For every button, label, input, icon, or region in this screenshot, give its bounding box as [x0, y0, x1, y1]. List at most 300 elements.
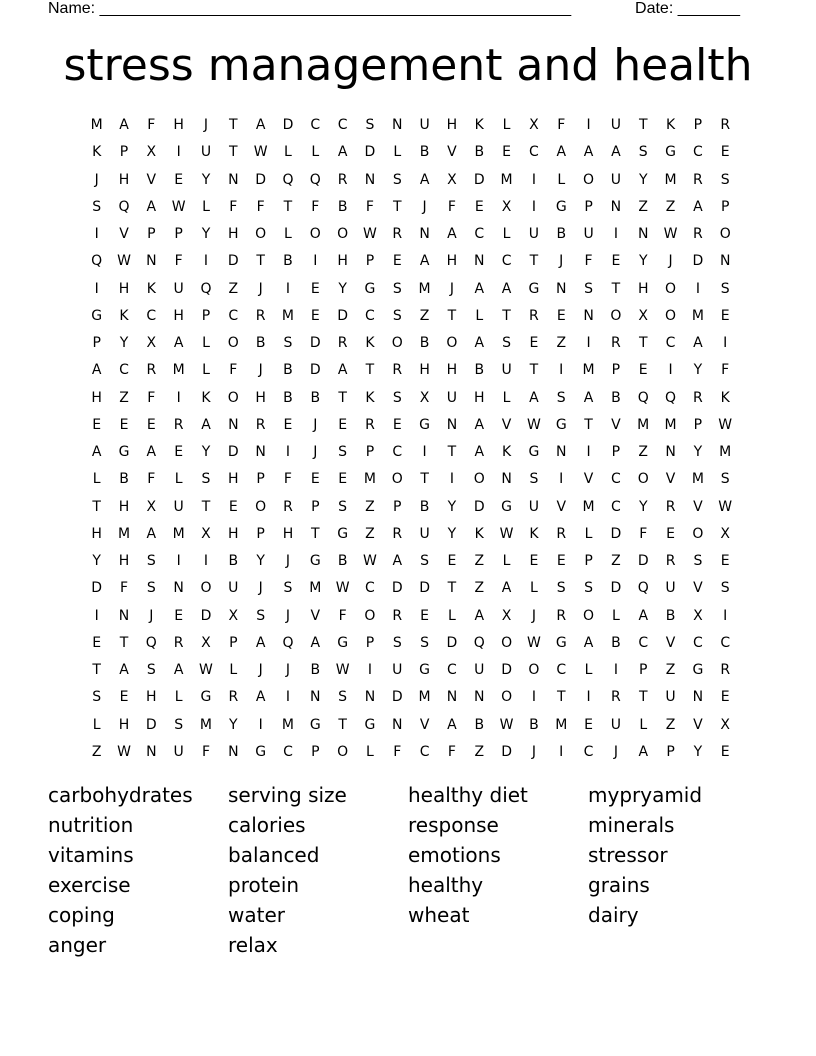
grid-letter: S: [392, 171, 402, 188]
grid-letter: S: [584, 580, 594, 597]
grid-letter: J: [531, 743, 536, 760]
grid-letter: N: [419, 226, 430, 242]
grid-letter: C: [611, 471, 621, 488]
grid-letter: H: [228, 226, 239, 242]
grid-letter: G: [91, 307, 103, 324]
grid-letter: E: [228, 498, 238, 515]
grid-letter: T: [584, 416, 593, 433]
grid-letter: K: [119, 307, 129, 324]
grid-letter: I: [559, 362, 564, 379]
grid-letter: E: [338, 471, 348, 488]
grid-letter: X: [638, 307, 649, 324]
grid-letter: Z: [556, 335, 567, 351]
grid-letter: H: [446, 253, 458, 270]
grid-letter: Y: [638, 253, 648, 270]
grid-letter: J: [313, 444, 318, 460]
grid-letter: P: [311, 498, 320, 515]
grid-letter: A: [119, 662, 129, 678]
grid-letter: U: [173, 498, 184, 515]
grid-letter: J: [285, 662, 291, 678]
grid-letter: Q: [473, 634, 485, 651]
word-column: [48, 780, 228, 960]
grid-letter: J: [313, 416, 318, 433]
grid-letter: H: [91, 389, 102, 406]
grid-letter: S: [720, 580, 730, 597]
grid-letter: V: [583, 471, 594, 488]
grid-letter: D: [255, 171, 267, 188]
grid-letter: O: [501, 634, 513, 651]
grid-letter: I: [559, 743, 564, 760]
grid-letter: N: [146, 743, 157, 760]
grid-letter: D: [419, 580, 430, 597]
grid-letter: R: [693, 226, 703, 242]
grid-letter: Z: [665, 662, 676, 678]
grid-letter: A: [255, 117, 266, 133]
grid-letter: H: [228, 525, 239, 542]
grid-letter: J: [668, 253, 673, 270]
grid-letter: E: [584, 716, 593, 733]
grid-row: [83, 548, 739, 575]
grid-letter: E: [174, 607, 184, 624]
grid-letter: W: [499, 525, 514, 542]
grid-letter: I: [586, 689, 591, 706]
grid-letter: Q: [637, 580, 649, 597]
grid-letter: Q: [145, 634, 157, 651]
grid-letter: T: [556, 689, 566, 706]
grid-letter: L: [393, 144, 402, 161]
grid-letter: J: [422, 198, 427, 215]
grid-row: [83, 167, 739, 194]
grid-letter: M: [500, 171, 513, 188]
grid-row: [83, 712, 739, 739]
grid-letter: S: [720, 171, 730, 188]
grid-letter: N: [446, 689, 458, 706]
grid-letter: P: [639, 662, 648, 678]
grid-row: [83, 139, 739, 166]
grid-letter: U: [228, 580, 239, 597]
grid-letter: G: [665, 144, 676, 161]
grid-letter: Y: [256, 553, 265, 569]
grid-letter: I: [94, 280, 99, 297]
grid-row: [83, 112, 739, 139]
grid-letter: A: [693, 198, 703, 215]
word-list-item: emotions: [408, 843, 501, 867]
grid-letter: P: [256, 471, 265, 488]
word-list-item: healthy diet: [408, 783, 528, 807]
grid-letter: N: [637, 226, 649, 242]
grid-letter: E: [556, 307, 566, 324]
grid-letter: G: [309, 716, 321, 733]
grid-letter: P: [666, 743, 675, 760]
grid-letter: A: [173, 662, 184, 678]
word-list-item: healthy: [408, 873, 484, 897]
word-list-item: serving size: [228, 783, 347, 807]
grid-row: [83, 194, 739, 221]
grid-letter: W: [335, 662, 350, 678]
grid-letter: M: [691, 307, 704, 324]
grid-letter: G: [419, 662, 431, 678]
grid-letter: F: [229, 198, 238, 215]
grid-letter: E: [529, 335, 539, 351]
grid-letter: O: [719, 226, 731, 242]
grid-letter: C: [419, 743, 430, 760]
grid-letter: L: [174, 471, 183, 488]
grid-letter: A: [556, 144, 567, 161]
grid-letter: B: [611, 634, 621, 651]
grid-letter: E: [720, 743, 730, 760]
grid-letter: Y: [338, 280, 347, 297]
grid-letter: M: [363, 471, 376, 488]
grid-row: [83, 739, 739, 766]
grid-letter: Q: [282, 634, 294, 651]
grid-letter: A: [501, 580, 512, 597]
grid-letter: F: [365, 198, 374, 215]
grid-letter: W: [526, 416, 541, 433]
word-list-item: coping: [48, 903, 115, 927]
grid-letter: Y: [92, 553, 101, 569]
grid-letter: F: [119, 580, 129, 597]
grid-letter: Z: [474, 743, 485, 760]
word-list-item: carbohydrates: [48, 783, 193, 807]
grid-letter: O: [391, 471, 403, 488]
grid-letter: B: [228, 553, 239, 569]
grid-letter: H: [173, 307, 184, 324]
grid-letter: R: [337, 335, 348, 351]
grid-letter: W: [117, 253, 131, 270]
grid-letter: J: [613, 743, 618, 760]
grid-letter: F: [447, 743, 456, 760]
grid-letter: S: [283, 335, 293, 351]
word-list-item: wheat: [408, 903, 470, 927]
grid-letter: A: [146, 198, 157, 215]
grid-letter: Z: [638, 198, 649, 215]
grid-letter: E: [502, 144, 512, 161]
grid-letter: Z: [638, 444, 649, 460]
grid-letter: J: [149, 607, 154, 624]
grid-letter: T: [447, 444, 457, 460]
grid-letter: O: [637, 471, 649, 488]
grid-letter: L: [557, 171, 566, 188]
grid-letter: F: [447, 198, 456, 215]
grid-letter: L: [502, 226, 511, 242]
grid-letter: Y: [693, 743, 703, 760]
grid-letter: T: [611, 280, 621, 297]
grid-letter: I: [367, 662, 373, 678]
grid-letter: V: [501, 416, 512, 433]
grid-letter: U: [474, 662, 485, 678]
grid-letter: A: [583, 144, 594, 161]
grid-letter: F: [147, 471, 156, 488]
grid-letter: V: [556, 498, 567, 515]
grid-letter: Y: [201, 226, 211, 242]
grid-letter: P: [365, 444, 375, 460]
grid-letter: T: [229, 144, 238, 161]
grid-letter: T: [502, 307, 511, 324]
grid-letter: K: [665, 117, 676, 133]
grid-letter: T: [201, 498, 211, 515]
word-column: [228, 780, 408, 960]
grid-letter: T: [365, 362, 375, 379]
grid-letter: Q: [200, 280, 212, 297]
grid-letter: F: [147, 389, 156, 406]
grid-letter: K: [201, 389, 211, 406]
word-list-item: relax: [228, 933, 278, 957]
grid-letter: A: [255, 634, 266, 651]
grid-letter: P: [611, 444, 621, 460]
grid-letter: G: [337, 525, 349, 542]
word-list-item: calories: [228, 813, 306, 837]
grid-letter: E: [474, 198, 484, 215]
grid-row: [83, 684, 739, 711]
grid-letter: V: [119, 226, 129, 242]
grid-letter: R: [693, 389, 703, 406]
grid-letter: Q: [309, 171, 321, 188]
grid-letter: S: [283, 580, 293, 597]
grid-letter: D: [473, 498, 485, 515]
grid-letter: D: [200, 607, 212, 624]
grid-letter: G: [364, 280, 376, 297]
grid-letter: S: [420, 553, 430, 569]
grid-letter: D: [692, 253, 704, 270]
grid-letter: C: [337, 117, 348, 133]
grid-letter: G: [419, 416, 431, 433]
grid-letter: P: [147, 226, 156, 242]
grid-letter: F: [639, 525, 648, 542]
grid-letter: L: [202, 198, 210, 215]
grid-letter: J: [559, 253, 564, 270]
grid-letter: P: [611, 362, 621, 379]
grid-letter: Z: [228, 280, 239, 297]
grid-letter: G: [555, 416, 567, 433]
grid-letter: X: [201, 525, 211, 542]
grid-letter: M: [309, 580, 322, 597]
grid-letter: W: [199, 662, 213, 678]
grid-letter: A: [474, 335, 485, 351]
grid-letter: A: [337, 144, 348, 161]
grid-letter: S: [556, 580, 566, 597]
grid-letter: V: [419, 716, 430, 733]
grid-letter: L: [584, 662, 593, 678]
grid-letter: Y: [447, 498, 457, 515]
grid-letter: U: [392, 662, 403, 678]
grid-letter: Z: [474, 580, 485, 597]
grid-letter: L: [530, 580, 538, 597]
grid-letter: X: [720, 716, 730, 733]
grid-letter: T: [447, 580, 457, 597]
grid-letter: R: [255, 307, 266, 324]
grid-letter: A: [173, 335, 184, 351]
grid-letter: I: [422, 444, 427, 460]
grid-letter: M: [691, 471, 704, 488]
grid-letter: O: [337, 226, 349, 242]
grid-letter: H: [118, 553, 130, 569]
grid-letter: W: [663, 226, 678, 242]
grid-letter: C: [583, 743, 594, 760]
grid-letter: T: [338, 716, 347, 733]
grid-letter: C: [447, 662, 457, 678]
grid-letter: D: [446, 634, 458, 651]
grid-letter: C: [556, 662, 567, 678]
grid-letter: M: [582, 362, 595, 379]
grid-letter: Y: [201, 444, 211, 460]
grid-letter: J: [531, 607, 536, 624]
grid-letter: A: [529, 389, 539, 406]
grid-letter: D: [391, 580, 403, 597]
grid-letter: I: [285, 444, 291, 460]
grid-letter: F: [584, 253, 593, 270]
grid-letter: E: [556, 553, 566, 569]
grid-letter: P: [693, 416, 703, 433]
grid-letter: D: [364, 144, 376, 161]
grid-letter: S: [392, 634, 402, 651]
grid-letter: U: [173, 743, 184, 760]
grid-letter: E: [174, 171, 184, 188]
grid-letter: U: [528, 226, 540, 242]
grid-letter: X: [146, 498, 157, 515]
grid-letter: L: [284, 144, 292, 161]
grid-letter: B: [529, 716, 539, 733]
grid-letter: P: [201, 307, 211, 324]
grid-letter: L: [174, 689, 183, 706]
grid-letter: L: [311, 144, 320, 161]
grid-letter: E: [119, 689, 129, 706]
grid-letter: J: [258, 662, 263, 678]
grid-letter: S: [392, 389, 402, 406]
grid-letter: Q: [637, 389, 649, 406]
grid-letter: F: [201, 743, 210, 760]
grid-letter: H: [337, 253, 348, 270]
word-list-item: stressor: [588, 843, 668, 867]
grid-letter: C: [228, 307, 239, 324]
grid-letter: I: [285, 689, 291, 706]
grid-letter: I: [313, 253, 318, 270]
grid-letter: A: [91, 362, 102, 379]
grid-letter: R: [611, 689, 621, 706]
grid-letter: A: [501, 280, 512, 297]
grid-letter: M: [172, 525, 185, 542]
grid-letter: D: [309, 362, 321, 379]
grid-letter: S: [146, 662, 156, 678]
grid-letter: R: [173, 634, 184, 651]
grid-letter: E: [283, 416, 293, 433]
grid-letter: P: [720, 198, 730, 215]
grid-letter: M: [418, 689, 431, 706]
grid-letter: C: [638, 634, 649, 651]
grid-letter: L: [502, 117, 511, 133]
grid-letter: B: [255, 335, 266, 351]
grid-row: [83, 276, 739, 303]
grid-letter: H: [228, 471, 239, 488]
grid-row: [83, 439, 739, 466]
grid-letter: N: [392, 716, 403, 733]
grid-letter: I: [176, 553, 181, 569]
grid-letter: G: [364, 716, 376, 733]
grid-letter: O: [391, 335, 403, 351]
grid-letter: X: [201, 634, 211, 651]
grid-letter: R: [392, 525, 403, 542]
grid-letter: N: [364, 171, 376, 188]
grid-row: [83, 221, 739, 248]
grid-letter: U: [419, 525, 430, 542]
grid-letter: U: [173, 280, 184, 297]
grid-letter: A: [447, 226, 457, 242]
grid-letter: T: [638, 335, 648, 351]
grid-letter: O: [583, 607, 595, 624]
grid-letter: E: [720, 689, 730, 706]
letter-grid: [83, 112, 739, 766]
grid-letter: F: [338, 607, 347, 624]
grid-letter: H: [282, 525, 294, 542]
grid-letter: D: [610, 580, 622, 597]
grid-letter: I: [559, 471, 564, 488]
grid-letter: P: [92, 335, 101, 351]
grid-letter: Z: [119, 389, 129, 406]
grid-letter: S: [502, 335, 512, 351]
grid-letter: H: [118, 716, 130, 733]
grid-letter: N: [255, 444, 266, 460]
grid-letter: R: [228, 689, 239, 706]
grid-letter: N: [364, 689, 376, 706]
grid-letter: A: [337, 362, 348, 379]
grid-row: [83, 521, 739, 548]
grid-letter: X: [720, 525, 730, 542]
grid-letter: B: [283, 362, 293, 379]
grid-letter: N: [118, 607, 130, 624]
grid-letter: Z: [665, 198, 676, 215]
grid-letter: N: [446, 416, 458, 433]
grid-letter: I: [668, 362, 673, 379]
grid-letter: C: [146, 307, 157, 324]
grid-letter: F: [283, 471, 292, 488]
grid-letter: X: [146, 144, 157, 161]
grid-letter: N: [146, 253, 157, 270]
grid-letter: E: [310, 280, 320, 297]
name-field-label: Name: _____________________________________________________: [48, 0, 572, 17]
grid-letter: J: [203, 117, 209, 133]
grid-letter: C: [392, 444, 403, 460]
grid-row: [83, 330, 739, 357]
grid-letter: X: [146, 335, 157, 351]
grid-letter: K: [474, 525, 484, 542]
grid-letter: N: [173, 580, 184, 597]
grid-letter: O: [255, 498, 267, 515]
grid-letter: D: [501, 662, 512, 678]
word-list-item: minerals: [588, 813, 675, 837]
grid-letter: F: [147, 117, 156, 133]
grid-letter: L: [475, 307, 484, 324]
grid-letter: A: [392, 553, 403, 569]
grid-letter: S: [146, 580, 156, 597]
grid-letter: R: [365, 416, 375, 433]
grid-letter: V: [310, 607, 321, 624]
grid-letter: T: [529, 362, 539, 379]
grid-letter: P: [365, 634, 375, 651]
grid-letter: E: [392, 416, 402, 433]
grid-letter: G: [692, 662, 704, 678]
grid-letter: J: [258, 280, 263, 297]
grid-letter: Z: [474, 553, 485, 569]
grid-letter: O: [255, 226, 267, 242]
grid-letter: R: [392, 607, 403, 624]
grid-letter: X: [501, 607, 512, 624]
grid-letter: C: [665, 335, 676, 351]
grid-row: [83, 494, 739, 521]
grid-letter: K: [474, 117, 484, 133]
grid-letter: I: [203, 253, 209, 270]
grid-letter: H: [118, 280, 130, 297]
grid-letter: K: [92, 144, 102, 161]
grid-letter: I: [613, 662, 618, 678]
